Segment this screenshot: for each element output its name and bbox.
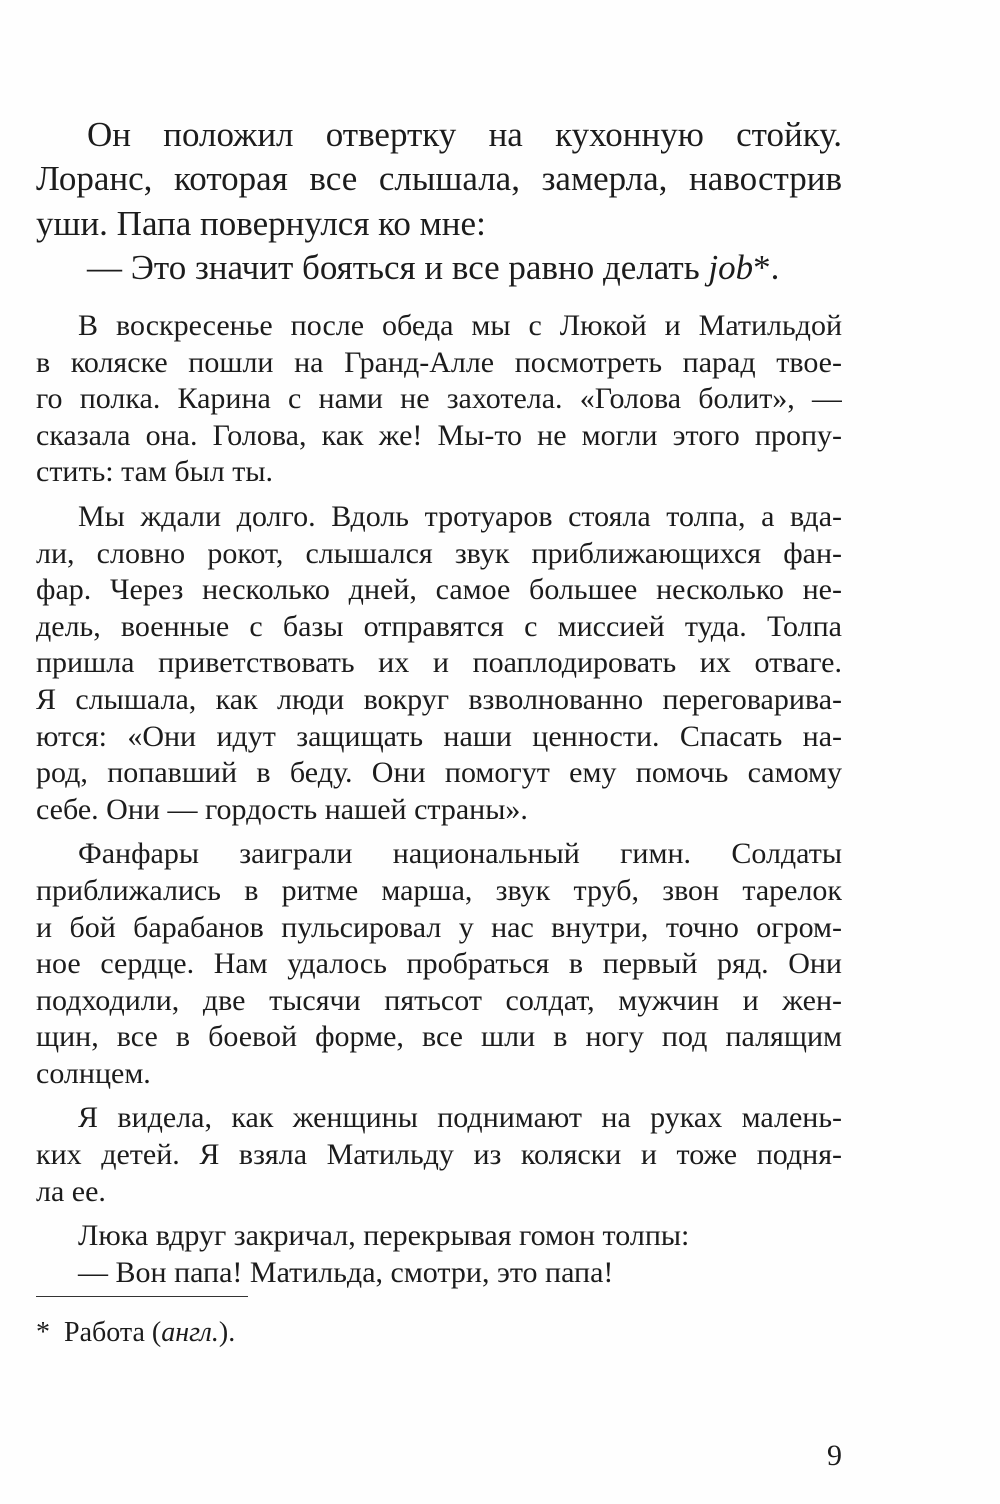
- paragraph: [36, 308, 842, 491]
- text-line: В воскресенье после обеда мы с Люкой и Матильдой: [78, 309, 842, 342]
- text-line: стить: там был ты.: [36, 455, 274, 489]
- footnote-text-end: ).: [218, 1317, 236, 1348]
- text-line: Я слышала, как люди вокруг взволнованно переговарива-: [36, 682, 842, 716]
- text-line: фар. Через несколько дней, самое большее несколько не-: [36, 573, 842, 607]
- text-line: Я видела, как женщины поднимают на руках малень-: [78, 1101, 842, 1135]
- text-line: го полка. Карина с нами не захотела. «Голова болит», —: [36, 382, 842, 416]
- text-line: сказала она. Голова, как же! Мы-то не могли этого пропу-: [36, 418, 842, 452]
- text-line: щин, все в боевой форме, все шли в ногу под палящим: [36, 1020, 842, 1054]
- page-number: 9: [827, 1439, 842, 1472]
- paragraph: [36, 1255, 842, 1292]
- text-line: подходили, две тысячи пятьсот солдат, мужчин и жен-: [36, 983, 842, 1017]
- text-line: дель, военные с базы отправятся с миссией туда. Толпа: [36, 609, 842, 643]
- paragraph: [36, 1100, 842, 1210]
- text-line: ких детей. Я взяла Матильду из коляски и тоже подня-: [36, 1138, 842, 1172]
- footnote-divider: [36, 1296, 248, 1297]
- paragraph: [36, 1218, 842, 1255]
- dialogue-text: — Это значит бояться и все равно делать: [87, 247, 700, 287]
- text-line: пришла приветствовать их и поаплодировать их отваге.: [36, 646, 842, 680]
- text-line: ное сердце. Нам удалось пробраться в первый ряд. Они: [36, 947, 842, 981]
- footnote-italic: англ.: [161, 1317, 219, 1348]
- text-line: Фанфары заиграли национальный гимн. Солдаты: [78, 837, 842, 871]
- text-line: Лоранс, которая все слышала, замерла, навострив: [36, 159, 842, 199]
- text-line: ются: «Они идут защищать наши ценности. Спасать на-: [36, 719, 842, 753]
- footnote-marker: *: [36, 1317, 50, 1348]
- text-line: — Вон папа! Матильда, смотри, это папа!: [78, 1255, 614, 1289]
- text-line: Он положил отвертку на кухонную стойку.: [87, 115, 842, 154]
- paragraph: [36, 836, 842, 1092]
- text-line: солнцем.: [36, 1056, 151, 1090]
- opening-dialogue: [36, 113, 842, 290]
- text-line: род, попавший в беду. Они помогут ему помочь самому: [36, 756, 842, 790]
- paragraph: [36, 499, 842, 828]
- footnote-marker-ref: *.: [753, 247, 780, 287]
- text-line: Мы ждали долго. Вдоль тротуаров стояла толпа, а вда-: [78, 499, 842, 533]
- text-line: и бой барабанов пульсировал у нас внутри, точно огром-: [36, 910, 842, 944]
- main-text: [36, 308, 842, 1291]
- text-line: Люка вдруг закричал, перекрывая гомон толпы:: [78, 1219, 690, 1253]
- text-line: ли, словно рокот, слышался звук приближающихся фан-: [36, 536, 842, 570]
- text-line-job: [36, 246, 842, 290]
- text-line: в коляске пошли на Гранд-Алле посмотреть парад твое-: [36, 345, 842, 379]
- text-line: приближались в ритме марша, звук труб, звон тарелок: [36, 873, 842, 907]
- job-word: job: [708, 247, 754, 287]
- text-line: себе. Они — гордость нашей страны».: [36, 792, 528, 826]
- footnote: [36, 1316, 235, 1350]
- text-line: уши. Папа повернулся ко мне:: [36, 203, 486, 243]
- text-line: ла ее.: [36, 1174, 106, 1208]
- footnote-text: Работа (: [64, 1317, 162, 1348]
